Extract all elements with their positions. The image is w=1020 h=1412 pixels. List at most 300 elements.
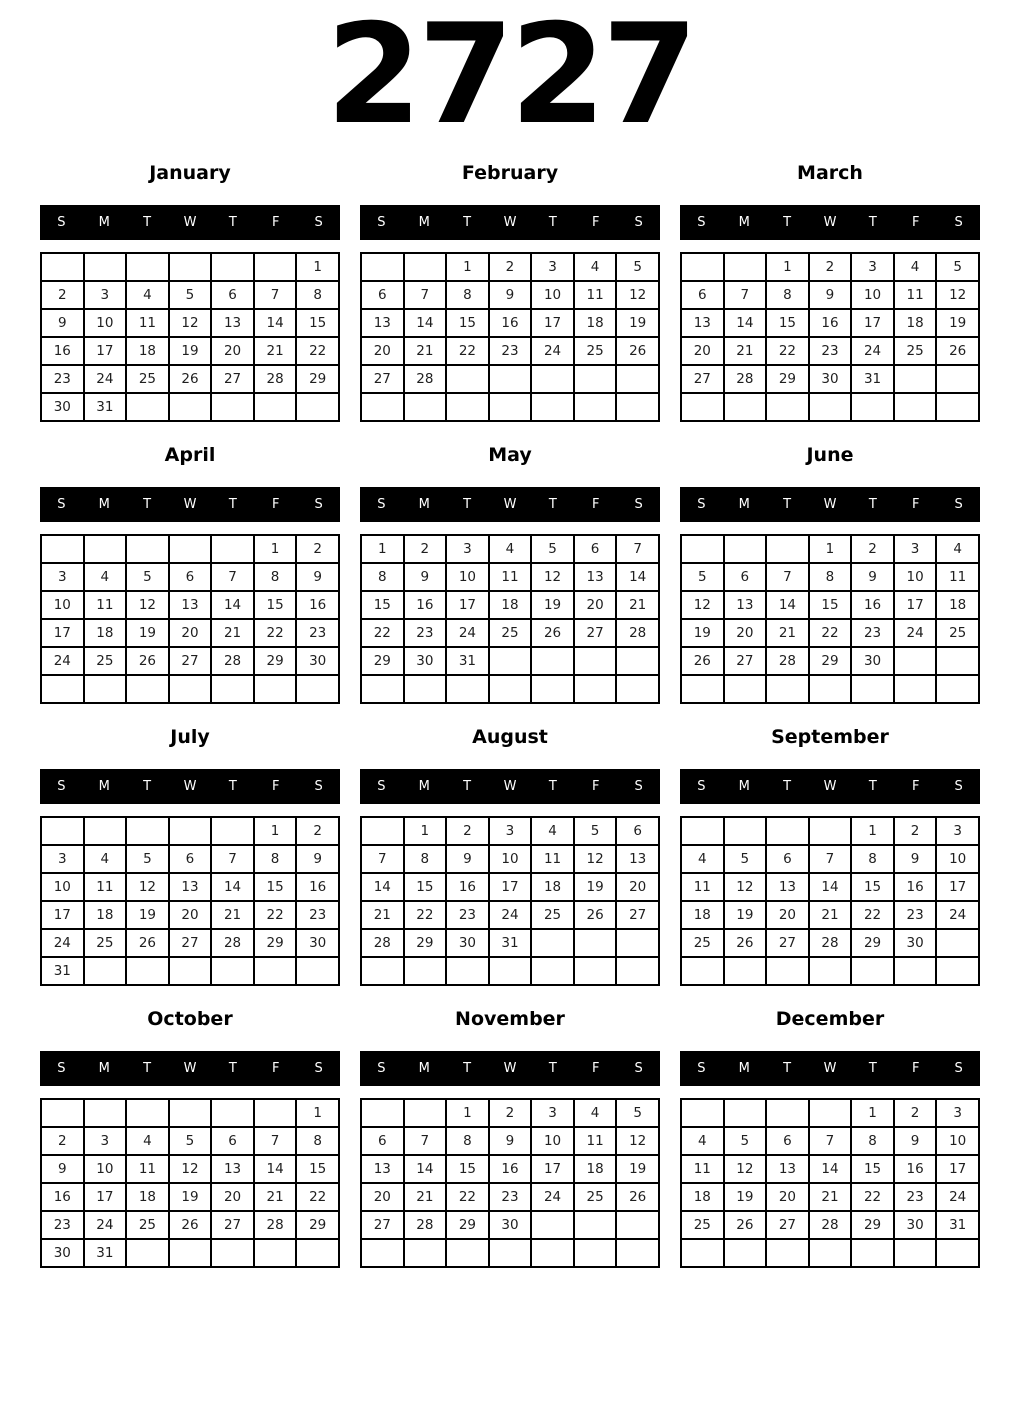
week-row — [361, 281, 659, 309]
weekday-label: T — [228, 215, 237, 230]
empty-day-cell — [894, 957, 937, 985]
empty-day-cell — [616, 647, 659, 675]
month-june — [680, 444, 980, 704]
day-cell: 31 — [446, 647, 489, 675]
week-row — [41, 1127, 339, 1155]
day-cell: 15 — [254, 591, 297, 619]
day-cell: 25 — [126, 1211, 169, 1239]
day-cell: 22 — [361, 619, 404, 647]
day-cell: 22 — [809, 619, 852, 647]
empty-day-cell — [169, 817, 212, 845]
weekday-label: T — [143, 779, 152, 794]
day-cell: 10 — [41, 873, 84, 901]
day-cell: 1 — [296, 253, 339, 281]
day-cell: 14 — [404, 1155, 447, 1183]
day-cell: 31 — [936, 1211, 979, 1239]
day-cell: 9 — [489, 1127, 532, 1155]
day-cell: 10 — [84, 309, 127, 337]
empty-day-cell — [681, 393, 724, 421]
empty-day-cell — [254, 675, 297, 703]
day-cell: 4 — [84, 845, 127, 873]
day-cell: 1 — [766, 253, 809, 281]
empty-day-cell — [616, 675, 659, 703]
day-cell: 4 — [681, 845, 724, 873]
day-cell: 28 — [211, 647, 254, 675]
empty-day-cell — [254, 1239, 297, 1267]
week-row — [41, 365, 339, 393]
empty-day-cell — [616, 365, 659, 393]
empty-day-cell — [254, 1099, 297, 1127]
empty-day-cell — [296, 675, 339, 703]
day-cell: 26 — [169, 1211, 212, 1239]
day-cell: 26 — [126, 929, 169, 957]
empty-day-cell — [361, 1099, 404, 1127]
day-cell: 21 — [254, 1183, 297, 1211]
day-cell: 17 — [84, 1183, 127, 1211]
day-cell: 11 — [894, 281, 937, 309]
day-cell: 29 — [254, 929, 297, 957]
day-cell: 1 — [361, 535, 404, 563]
day-cell: 30 — [41, 1239, 84, 1267]
day-cell: 11 — [531, 845, 574, 873]
day-cell: 15 — [766, 309, 809, 337]
day-cell: 25 — [574, 1183, 617, 1211]
day-cell: 6 — [616, 817, 659, 845]
day-cell: 11 — [126, 1155, 169, 1183]
week-row — [681, 901, 979, 929]
empty-day-cell — [616, 957, 659, 985]
day-cell: 14 — [809, 873, 852, 901]
empty-day-cell — [211, 253, 254, 281]
day-cell: 20 — [766, 1183, 809, 1211]
day-cell: 15 — [809, 591, 852, 619]
empty-day-cell — [169, 957, 212, 985]
weekday-label: S — [634, 497, 643, 512]
empty-day-cell — [211, 817, 254, 845]
day-cell: 22 — [766, 337, 809, 365]
empty-day-cell — [894, 1239, 937, 1267]
day-cell: 3 — [84, 1127, 127, 1155]
day-cell: 4 — [489, 535, 532, 563]
empty-day-cell — [169, 253, 212, 281]
week-row — [361, 535, 659, 563]
day-cell: 19 — [169, 1183, 212, 1211]
empty-day-cell — [681, 957, 724, 985]
month-november — [360, 1008, 660, 1268]
day-cell: 24 — [936, 1183, 979, 1211]
day-cell: 4 — [531, 817, 574, 845]
day-cell: 8 — [766, 281, 809, 309]
day-cell: 10 — [936, 1127, 979, 1155]
weekday-header-row — [360, 205, 660, 240]
day-cell: 27 — [169, 647, 212, 675]
day-cell: 2 — [809, 253, 852, 281]
weekday-label: S — [314, 1061, 323, 1076]
day-cell: 11 — [574, 1127, 617, 1155]
week-row — [41, 563, 339, 591]
day-cell: 13 — [169, 591, 212, 619]
week-row — [361, 365, 659, 393]
day-cell: 3 — [894, 535, 937, 563]
day-cell: 3 — [446, 535, 489, 563]
month-october — [40, 1008, 340, 1268]
day-cell: 21 — [809, 1183, 852, 1211]
week-row — [681, 1099, 979, 1127]
day-cell: 2 — [404, 535, 447, 563]
weekday-label: F — [911, 215, 920, 230]
empty-day-cell — [404, 253, 447, 281]
empty-day-cell — [126, 817, 169, 845]
empty-day-cell — [404, 1239, 447, 1267]
day-cell: 28 — [809, 1211, 852, 1239]
day-cell: 6 — [169, 563, 212, 591]
empty-day-cell — [531, 1211, 574, 1239]
weekday-label: T — [463, 215, 472, 230]
weekday-label: W — [183, 497, 197, 512]
month-grid — [360, 252, 660, 422]
week-row — [361, 1183, 659, 1211]
week-row — [361, 929, 659, 957]
empty-day-cell — [724, 1239, 767, 1267]
week-row — [361, 1211, 659, 1239]
day-cell: 23 — [446, 901, 489, 929]
empty-day-cell — [489, 365, 532, 393]
day-cell: 6 — [574, 535, 617, 563]
week-row — [681, 957, 979, 985]
week-row — [681, 873, 979, 901]
day-cell: 30 — [894, 1211, 937, 1239]
empty-day-cell — [169, 535, 212, 563]
weekday-label: S — [57, 779, 66, 794]
day-cell: 8 — [809, 563, 852, 591]
empty-day-cell — [84, 253, 127, 281]
day-cell: 15 — [361, 591, 404, 619]
month-december — [680, 1008, 980, 1268]
weekday-label: W — [183, 1061, 197, 1076]
day-cell: 14 — [211, 591, 254, 619]
day-cell: 9 — [404, 563, 447, 591]
day-cell: 4 — [681, 1127, 724, 1155]
day-cell: 7 — [361, 845, 404, 873]
day-cell: 3 — [41, 563, 84, 591]
day-cell: 19 — [531, 591, 574, 619]
day-cell: 20 — [361, 1183, 404, 1211]
day-cell: 14 — [766, 591, 809, 619]
day-cell: 24 — [41, 647, 84, 675]
weekday-label: S — [314, 497, 323, 512]
day-cell: 24 — [531, 337, 574, 365]
weekday-label: T — [783, 1061, 792, 1076]
empty-day-cell — [574, 929, 617, 957]
empty-day-cell — [404, 1099, 447, 1127]
day-cell: 7 — [254, 281, 297, 309]
day-cell: 21 — [809, 901, 852, 929]
day-cell: 5 — [681, 563, 724, 591]
day-cell: 24 — [446, 619, 489, 647]
day-cell: 20 — [681, 337, 724, 365]
day-cell: 27 — [616, 901, 659, 929]
week-row — [681, 253, 979, 281]
empty-day-cell — [574, 393, 617, 421]
day-cell: 4 — [894, 253, 937, 281]
weekday-label: T — [143, 497, 152, 512]
day-cell: 26 — [531, 619, 574, 647]
day-cell: 22 — [296, 1183, 339, 1211]
day-cell: 1 — [254, 535, 297, 563]
day-cell: 2 — [489, 253, 532, 281]
day-cell: 5 — [169, 281, 212, 309]
day-cell: 29 — [296, 365, 339, 393]
day-cell: 8 — [851, 845, 894, 873]
day-cell: 13 — [724, 591, 767, 619]
weekday-header-row — [360, 487, 660, 522]
month-grid — [40, 816, 340, 986]
week-row — [681, 647, 979, 675]
day-cell: 14 — [254, 1155, 297, 1183]
day-cell: 4 — [84, 563, 127, 591]
weekday-label: S — [697, 497, 706, 512]
day-cell: 18 — [681, 901, 724, 929]
empty-day-cell — [41, 253, 84, 281]
day-cell: 5 — [724, 845, 767, 873]
day-cell: 19 — [681, 619, 724, 647]
day-cell: 18 — [126, 337, 169, 365]
empty-day-cell — [169, 1239, 212, 1267]
day-cell: 18 — [574, 309, 617, 337]
weekday-label: S — [634, 1061, 643, 1076]
day-cell: 12 — [126, 591, 169, 619]
empty-day-cell — [936, 647, 979, 675]
empty-day-cell — [616, 1211, 659, 1239]
month-title: July — [170, 726, 210, 748]
day-cell: 3 — [489, 817, 532, 845]
day-cell: 11 — [681, 1155, 724, 1183]
empty-day-cell — [809, 393, 852, 421]
day-cell: 21 — [211, 901, 254, 929]
day-cell: 7 — [766, 563, 809, 591]
day-cell: 21 — [404, 1183, 447, 1211]
empty-day-cell — [296, 393, 339, 421]
weekday-label: M — [418, 215, 430, 230]
month-title: August — [472, 726, 548, 748]
day-cell: 3 — [936, 817, 979, 845]
day-cell: 4 — [936, 535, 979, 563]
day-cell: 30 — [894, 929, 937, 957]
empty-day-cell — [851, 1239, 894, 1267]
day-cell: 25 — [84, 647, 127, 675]
day-cell: 24 — [41, 929, 84, 957]
weekday-label: S — [377, 1061, 386, 1076]
day-cell: 10 — [84, 1155, 127, 1183]
day-cell: 23 — [41, 1211, 84, 1239]
empty-day-cell — [936, 929, 979, 957]
week-row — [41, 1099, 339, 1127]
day-cell: 26 — [126, 647, 169, 675]
week-row — [41, 591, 339, 619]
week-row — [361, 253, 659, 281]
week-row — [361, 817, 659, 845]
day-cell: 27 — [361, 365, 404, 393]
empty-day-cell — [616, 1239, 659, 1267]
week-row — [681, 1211, 979, 1239]
empty-day-cell — [361, 1239, 404, 1267]
day-cell: 9 — [41, 1155, 84, 1183]
empty-day-cell — [84, 1099, 127, 1127]
day-cell: 14 — [254, 309, 297, 337]
day-cell: 12 — [724, 873, 767, 901]
day-cell: 23 — [851, 619, 894, 647]
day-cell: 22 — [254, 901, 297, 929]
week-row — [361, 647, 659, 675]
day-cell: 22 — [254, 619, 297, 647]
day-cell: 5 — [126, 845, 169, 873]
empty-day-cell — [361, 253, 404, 281]
empty-day-cell — [211, 675, 254, 703]
day-cell: 10 — [531, 1127, 574, 1155]
day-cell: 18 — [936, 591, 979, 619]
weekday-label: F — [591, 779, 600, 794]
week-row — [41, 1211, 339, 1239]
weekday-label: T — [463, 779, 472, 794]
weekday-label: W — [503, 497, 517, 512]
empty-day-cell — [724, 253, 767, 281]
empty-day-cell — [446, 1239, 489, 1267]
week-row — [41, 619, 339, 647]
day-cell: 16 — [809, 309, 852, 337]
day-cell: 19 — [169, 337, 212, 365]
weekday-header-row — [680, 1051, 980, 1086]
day-cell: 5 — [574, 817, 617, 845]
day-cell: 6 — [211, 281, 254, 309]
empty-day-cell — [936, 393, 979, 421]
empty-day-cell — [681, 675, 724, 703]
week-row — [681, 675, 979, 703]
day-cell: 10 — [531, 281, 574, 309]
week-row — [681, 1127, 979, 1155]
day-cell: 9 — [41, 309, 84, 337]
month-title: March — [797, 162, 863, 184]
empty-day-cell — [211, 1239, 254, 1267]
day-cell: 18 — [126, 1183, 169, 1211]
day-cell: 19 — [724, 901, 767, 929]
day-cell: 17 — [936, 873, 979, 901]
day-cell: 7 — [404, 281, 447, 309]
empty-day-cell — [574, 1211, 617, 1239]
day-cell: 16 — [489, 309, 532, 337]
day-cell: 28 — [616, 619, 659, 647]
day-cell: 3 — [531, 253, 574, 281]
week-row — [361, 337, 659, 365]
week-row — [681, 365, 979, 393]
empty-day-cell — [169, 393, 212, 421]
empty-day-cell — [766, 1099, 809, 1127]
empty-day-cell — [254, 957, 297, 985]
day-cell: 8 — [404, 845, 447, 873]
month-may — [360, 444, 660, 704]
day-cell: 16 — [296, 873, 339, 901]
weekday-label: M — [738, 1061, 750, 1076]
weekday-label: T — [783, 779, 792, 794]
day-cell: 22 — [296, 337, 339, 365]
empty-day-cell — [446, 365, 489, 393]
day-cell: 26 — [724, 1211, 767, 1239]
day-cell: 28 — [404, 365, 447, 393]
weekday-header-row — [680, 769, 980, 804]
week-row — [41, 281, 339, 309]
day-cell: 15 — [296, 309, 339, 337]
day-cell: 5 — [724, 1127, 767, 1155]
weekday-label: F — [271, 215, 280, 230]
day-cell: 7 — [724, 281, 767, 309]
week-row — [361, 309, 659, 337]
day-cell: 22 — [851, 1183, 894, 1211]
weekday-label: F — [271, 1061, 280, 1076]
day-cell: 29 — [254, 647, 297, 675]
week-row — [681, 1155, 979, 1183]
month-title: November — [455, 1008, 565, 1030]
day-cell: 19 — [616, 1155, 659, 1183]
day-cell: 12 — [616, 1127, 659, 1155]
day-cell: 13 — [766, 873, 809, 901]
day-cell: 16 — [446, 873, 489, 901]
week-row — [41, 647, 339, 675]
day-cell: 24 — [84, 365, 127, 393]
week-row — [681, 393, 979, 421]
weekday-label: S — [377, 497, 386, 512]
weekday-label: S — [634, 779, 643, 794]
day-cell: 16 — [41, 337, 84, 365]
day-cell: 25 — [531, 901, 574, 929]
day-cell: 11 — [936, 563, 979, 591]
day-cell: 27 — [169, 929, 212, 957]
day-cell: 21 — [361, 901, 404, 929]
day-cell: 18 — [489, 591, 532, 619]
day-cell: 1 — [404, 817, 447, 845]
week-row — [681, 309, 979, 337]
day-cell: 28 — [254, 1211, 297, 1239]
week-row — [41, 1183, 339, 1211]
week-row — [361, 675, 659, 703]
month-march — [680, 162, 980, 422]
weekday-label: T — [868, 779, 877, 794]
empty-day-cell — [84, 817, 127, 845]
day-cell: 30 — [446, 929, 489, 957]
empty-day-cell — [211, 393, 254, 421]
weekday-label: M — [98, 497, 110, 512]
day-cell: 19 — [724, 1183, 767, 1211]
month-title: May — [488, 444, 532, 466]
day-cell: 30 — [296, 647, 339, 675]
day-cell: 22 — [404, 901, 447, 929]
day-cell: 4 — [126, 281, 169, 309]
day-cell: 17 — [41, 901, 84, 929]
empty-day-cell — [894, 365, 937, 393]
day-cell: 20 — [361, 337, 404, 365]
day-cell: 31 — [84, 1239, 127, 1267]
weekday-label: W — [823, 215, 837, 230]
day-cell: 2 — [296, 535, 339, 563]
weekday-label: T — [548, 779, 557, 794]
weekday-label: T — [548, 215, 557, 230]
day-cell: 19 — [616, 309, 659, 337]
day-cell: 11 — [84, 873, 127, 901]
empty-day-cell — [724, 1099, 767, 1127]
day-cell: 27 — [574, 619, 617, 647]
empty-day-cell — [681, 817, 724, 845]
empty-day-cell — [531, 675, 574, 703]
day-cell: 13 — [211, 309, 254, 337]
day-cell: 12 — [126, 873, 169, 901]
